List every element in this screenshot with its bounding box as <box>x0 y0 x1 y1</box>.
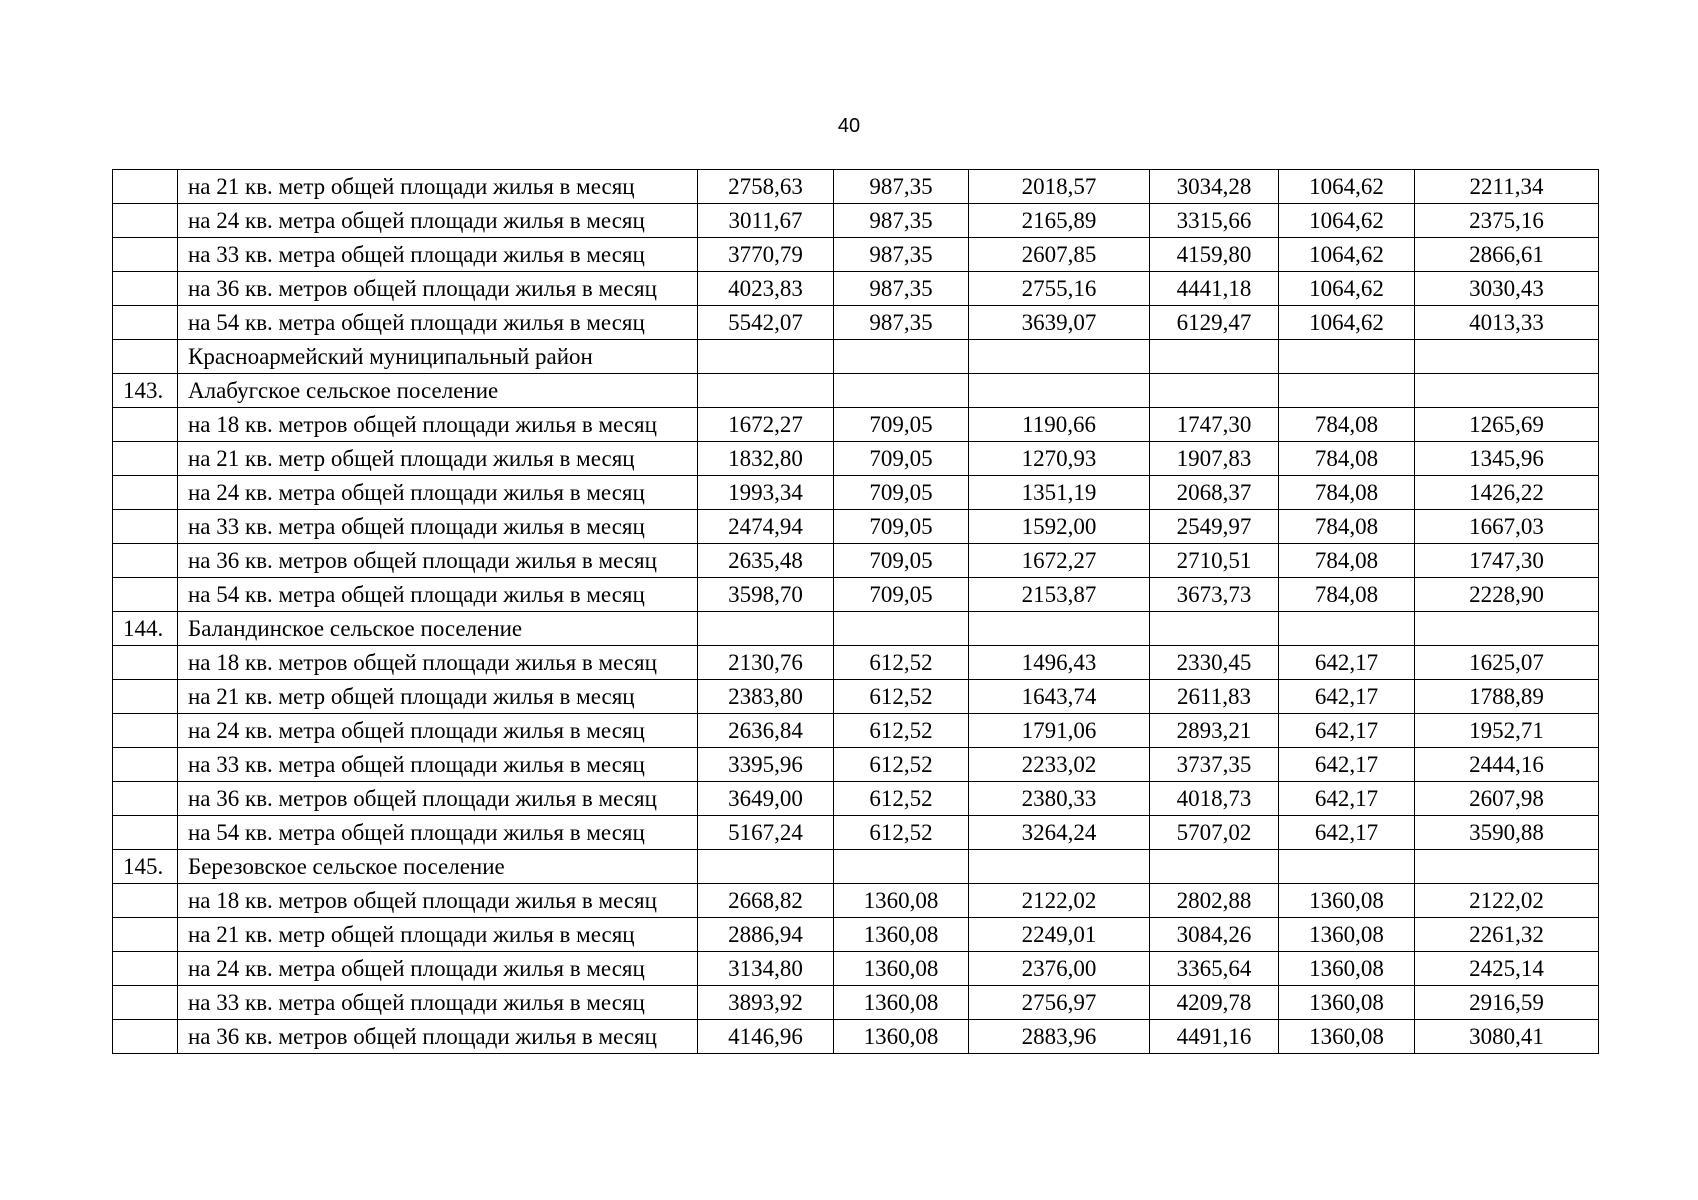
value-col-6-cell: 2375,16 <box>1415 204 1599 238</box>
table-row <box>113 680 1599 714</box>
value-col-4-cell: 1907,83 <box>1150 442 1279 476</box>
value-col-5-cell: 784,08 <box>1279 578 1415 612</box>
row-number-cell <box>113 476 178 510</box>
value-col-4-cell: 4209,78 <box>1150 986 1279 1020</box>
table-row <box>113 476 1599 510</box>
table-row <box>113 578 1599 612</box>
value-col-2-cell: 612,52 <box>834 646 969 680</box>
value-col-1-cell: 3770,79 <box>698 238 834 272</box>
value-col-6-cell: 3590,88 <box>1415 816 1599 850</box>
value-col-1-cell: 2474,94 <box>698 510 834 544</box>
row-number-cell <box>113 816 178 850</box>
value-col-4-cell: 3737,35 <box>1150 748 1279 782</box>
value-col-1-cell: 4023,83 <box>698 272 834 306</box>
value-col-1-cell: 5542,07 <box>698 306 834 340</box>
value-col-4-cell <box>1150 850 1279 884</box>
value-col-3-cell: 1791,06 <box>969 714 1150 748</box>
value-col-1-cell: 2886,94 <box>698 918 834 952</box>
value-col-5-cell <box>1279 340 1415 374</box>
value-col-2-cell: 709,05 <box>834 510 969 544</box>
row-name-cell: на 18 кв. метров общей площади жилья в месяц <box>178 884 698 918</box>
table-body <box>113 170 1599 1054</box>
value-col-2-cell: 1360,08 <box>834 952 969 986</box>
value-col-2-cell: 987,35 <box>834 272 969 306</box>
row-number-cell <box>113 204 178 238</box>
table-row <box>113 238 1599 272</box>
value-col-4-cell: 3673,73 <box>1150 578 1279 612</box>
value-col-2-cell: 709,05 <box>834 476 969 510</box>
value-col-4-cell: 3084,26 <box>1150 918 1279 952</box>
value-col-3-cell: 2018,57 <box>969 170 1150 204</box>
value-col-4-cell: 2068,37 <box>1150 476 1279 510</box>
row-name-cell: на 54 кв. метра общей площади жилья в месяц <box>178 816 698 850</box>
value-col-5-cell: 642,17 <box>1279 748 1415 782</box>
value-col-1-cell: 3395,96 <box>698 748 834 782</box>
row-name-cell: на 54 кв. метра общей площади жилья в месяц <box>178 306 698 340</box>
value-col-2-cell: 987,35 <box>834 306 969 340</box>
value-col-5-cell: 1360,08 <box>1279 1020 1415 1054</box>
row-number-cell <box>113 510 178 544</box>
value-col-3-cell: 2122,02 <box>969 884 1150 918</box>
value-col-2-cell <box>834 340 969 374</box>
value-col-3-cell <box>969 374 1150 408</box>
value-col-4-cell: 4441,18 <box>1150 272 1279 306</box>
value-col-3-cell: 2249,01 <box>969 918 1150 952</box>
value-col-4-cell: 5707,02 <box>1150 816 1279 850</box>
table-row <box>113 544 1599 578</box>
value-col-3-cell: 3264,24 <box>969 816 1150 850</box>
row-name-cell: на 24 кв. метра общей площади жилья в месяц <box>178 204 698 238</box>
value-col-6-cell: 4013,33 <box>1415 306 1599 340</box>
value-col-4-cell: 2802,88 <box>1150 884 1279 918</box>
value-col-3-cell <box>969 340 1150 374</box>
value-col-1-cell: 1993,34 <box>698 476 834 510</box>
row-number-cell <box>113 238 178 272</box>
value-col-4-cell: 4491,16 <box>1150 1020 1279 1054</box>
row-number-cell <box>113 884 178 918</box>
table-row <box>113 408 1599 442</box>
value-col-4-cell: 2549,97 <box>1150 510 1279 544</box>
table-row <box>113 986 1599 1020</box>
value-col-4-cell: 2330,45 <box>1150 646 1279 680</box>
value-col-1-cell <box>698 612 834 646</box>
table-row <box>113 714 1599 748</box>
value-col-1-cell: 3134,80 <box>698 952 834 986</box>
value-col-3-cell: 2755,16 <box>969 272 1150 306</box>
value-col-1-cell: 2130,76 <box>698 646 834 680</box>
table-row <box>113 918 1599 952</box>
value-col-1-cell <box>698 374 834 408</box>
value-col-5-cell: 1360,08 <box>1279 986 1415 1020</box>
value-col-6-cell: 1625,07 <box>1415 646 1599 680</box>
value-col-5-cell <box>1279 374 1415 408</box>
row-number-cell <box>113 272 178 306</box>
value-col-1-cell: 4146,96 <box>698 1020 834 1054</box>
value-col-2-cell: 709,05 <box>834 544 969 578</box>
table-row <box>113 204 1599 238</box>
row-name-cell: Березовское сельское поселение <box>178 850 698 884</box>
value-col-6-cell: 2228,90 <box>1415 578 1599 612</box>
row-number-cell <box>113 442 178 476</box>
value-col-2-cell: 987,35 <box>834 238 969 272</box>
value-col-3-cell: 1672,27 <box>969 544 1150 578</box>
row-number-cell <box>113 1020 178 1054</box>
value-col-4-cell: 3034,28 <box>1150 170 1279 204</box>
value-col-1-cell: 2636,84 <box>698 714 834 748</box>
row-name-cell: на 36 кв. метров общей площади жилья в месяц <box>178 544 698 578</box>
value-col-3-cell: 2607,85 <box>969 238 1150 272</box>
row-name-cell: на 18 кв. метров общей площади жилья в месяц <box>178 646 698 680</box>
value-col-1-cell: 1832,80 <box>698 442 834 476</box>
value-col-6-cell: 3080,41 <box>1415 1020 1599 1054</box>
value-col-6-cell: 1345,96 <box>1415 442 1599 476</box>
table-row <box>113 272 1599 306</box>
row-name-cell: на 24 кв. метра общей площади жилья в месяц <box>178 714 698 748</box>
row-name-cell: на 36 кв. метров общей площади жилья в месяц <box>178 782 698 816</box>
value-col-6-cell: 2122,02 <box>1415 884 1599 918</box>
row-number-cell <box>113 986 178 1020</box>
row-name-cell: на 18 кв. метров общей площади жилья в месяц <box>178 408 698 442</box>
value-col-3-cell: 3639,07 <box>969 306 1150 340</box>
tariff-table <box>112 169 1599 1054</box>
value-col-3-cell: 2376,00 <box>969 952 1150 986</box>
row-name-cell: на 33 кв. метра общей площади жилья в месяц <box>178 238 698 272</box>
value-col-3-cell: 1270,93 <box>969 442 1150 476</box>
value-col-6-cell: 1667,03 <box>1415 510 1599 544</box>
value-col-5-cell: 642,17 <box>1279 680 1415 714</box>
value-col-6-cell: 2261,32 <box>1415 918 1599 952</box>
value-col-6-cell <box>1415 612 1599 646</box>
value-col-4-cell: 2893,21 <box>1150 714 1279 748</box>
value-col-1-cell: 3893,92 <box>698 986 834 1020</box>
value-col-1-cell: 2758,63 <box>698 170 834 204</box>
value-col-2-cell: 612,52 <box>834 816 969 850</box>
value-col-4-cell: 6129,47 <box>1150 306 1279 340</box>
table-row <box>113 374 1599 408</box>
row-name-cell: на 24 кв. метра общей площади жилья в месяц <box>178 952 698 986</box>
value-col-2-cell: 709,05 <box>834 408 969 442</box>
value-col-4-cell <box>1150 612 1279 646</box>
row-name-cell: Красноармейский муниципальный район <box>178 340 698 374</box>
value-col-4-cell: 2710,51 <box>1150 544 1279 578</box>
value-col-4-cell: 1747,30 <box>1150 408 1279 442</box>
table-row <box>113 1020 1599 1054</box>
table-row <box>113 952 1599 986</box>
table-row <box>113 442 1599 476</box>
value-col-1-cell: 3649,00 <box>698 782 834 816</box>
value-col-5-cell: 1064,62 <box>1279 204 1415 238</box>
value-col-5-cell: 784,08 <box>1279 476 1415 510</box>
value-col-6-cell: 1952,71 <box>1415 714 1599 748</box>
value-col-4-cell: 4018,73 <box>1150 782 1279 816</box>
value-col-5-cell: 1360,08 <box>1279 952 1415 986</box>
value-col-6-cell: 1426,22 <box>1415 476 1599 510</box>
row-number-cell <box>113 340 178 374</box>
row-number-cell <box>113 918 178 952</box>
value-col-2-cell: 1360,08 <box>834 884 969 918</box>
value-col-2-cell: 987,35 <box>834 170 969 204</box>
value-col-5-cell: 642,17 <box>1279 714 1415 748</box>
value-col-6-cell <box>1415 340 1599 374</box>
value-col-6-cell: 1747,30 <box>1415 544 1599 578</box>
value-col-2-cell: 1360,08 <box>834 986 969 1020</box>
value-col-5-cell <box>1279 612 1415 646</box>
table-row <box>113 510 1599 544</box>
value-col-6-cell: 1788,89 <box>1415 680 1599 714</box>
value-col-5-cell: 1064,62 <box>1279 272 1415 306</box>
value-col-2-cell <box>834 374 969 408</box>
value-col-1-cell: 3011,67 <box>698 204 834 238</box>
value-col-5-cell: 1064,62 <box>1279 306 1415 340</box>
row-number-cell <box>113 306 178 340</box>
page-number: 40 <box>837 115 861 137</box>
value-col-5-cell: 1360,08 <box>1279 918 1415 952</box>
row-name-cell: на 21 кв. метр общей площади жилья в месяц <box>178 680 698 714</box>
value-col-4-cell: 4159,80 <box>1150 238 1279 272</box>
value-col-4-cell: 2611,83 <box>1150 680 1279 714</box>
row-number-cell <box>113 714 178 748</box>
value-col-1-cell: 3598,70 <box>698 578 834 612</box>
table-row <box>113 850 1599 884</box>
value-col-6-cell: 2866,61 <box>1415 238 1599 272</box>
value-col-5-cell: 784,08 <box>1279 442 1415 476</box>
value-col-5-cell: 642,17 <box>1279 816 1415 850</box>
value-col-1-cell: 1672,27 <box>698 408 834 442</box>
value-col-3-cell: 1351,19 <box>969 476 1150 510</box>
row-number-cell <box>113 578 178 612</box>
value-col-3-cell: 2153,87 <box>969 578 1150 612</box>
value-col-2-cell: 1360,08 <box>834 918 969 952</box>
row-number-cell <box>113 408 178 442</box>
table-row <box>113 816 1599 850</box>
value-col-4-cell <box>1150 340 1279 374</box>
row-number-cell <box>113 544 178 578</box>
row-number-cell <box>113 170 178 204</box>
value-col-5-cell <box>1279 850 1415 884</box>
value-col-2-cell: 1360,08 <box>834 1020 969 1054</box>
value-col-2-cell: 709,05 <box>834 578 969 612</box>
row-number-cell <box>113 952 178 986</box>
value-col-2-cell: 612,52 <box>834 714 969 748</box>
table-row <box>113 884 1599 918</box>
row-number-cell: 144. <box>113 612 178 646</box>
row-name-cell: на 21 кв. метр общей площади жилья в месяц <box>178 442 698 476</box>
value-col-3-cell: 1592,00 <box>969 510 1150 544</box>
row-name-cell: на 24 кв. метра общей площади жилья в месяц <box>178 476 698 510</box>
value-col-3-cell: 1496,43 <box>969 646 1150 680</box>
value-col-3-cell <box>969 612 1150 646</box>
value-col-2-cell: 612,52 <box>834 782 969 816</box>
value-col-1-cell: 2383,80 <box>698 680 834 714</box>
value-col-1-cell: 2668,82 <box>698 884 834 918</box>
row-name-cell: на 33 кв. метра общей площади жилья в месяц <box>178 510 698 544</box>
value-col-5-cell: 1360,08 <box>1279 884 1415 918</box>
row-name-cell: на 54 кв. метра общей площади жилья в месяц <box>178 578 698 612</box>
value-col-3-cell: 2165,89 <box>969 204 1150 238</box>
table-row <box>113 306 1599 340</box>
value-col-6-cell <box>1415 850 1599 884</box>
value-col-2-cell <box>834 612 969 646</box>
value-col-1-cell <box>698 340 834 374</box>
table-row <box>113 748 1599 782</box>
value-col-3-cell: 1643,74 <box>969 680 1150 714</box>
value-col-6-cell: 3030,43 <box>1415 272 1599 306</box>
value-col-6-cell: 2211,34 <box>1415 170 1599 204</box>
row-name-cell: на 33 кв. метра общей площади жилья в месяц <box>178 986 698 1020</box>
table-row <box>113 170 1599 204</box>
value-col-2-cell: 612,52 <box>834 680 969 714</box>
value-col-1-cell: 2635,48 <box>698 544 834 578</box>
value-col-5-cell: 784,08 <box>1279 408 1415 442</box>
value-col-4-cell <box>1150 374 1279 408</box>
row-name-cell: Баландинское сельское поселение <box>178 612 698 646</box>
row-name-cell: на 33 кв. метра общей площади жилья в месяц <box>178 748 698 782</box>
row-number-cell <box>113 646 178 680</box>
value-col-5-cell: 642,17 <box>1279 782 1415 816</box>
value-col-3-cell: 2756,97 <box>969 986 1150 1020</box>
value-col-1-cell <box>698 850 834 884</box>
row-name-cell: на 36 кв. метров общей площади жилья в месяц <box>178 1020 698 1054</box>
value-col-3-cell: 2883,96 <box>969 1020 1150 1054</box>
row-number-cell: 143. <box>113 374 178 408</box>
value-col-2-cell: 709,05 <box>834 442 969 476</box>
value-col-3-cell: 2380,33 <box>969 782 1150 816</box>
value-col-6-cell: 2425,14 <box>1415 952 1599 986</box>
table-row <box>113 646 1599 680</box>
value-col-3-cell <box>969 850 1150 884</box>
value-col-6-cell: 2607,98 <box>1415 782 1599 816</box>
value-col-5-cell: 1064,62 <box>1279 238 1415 272</box>
value-col-2-cell: 987,35 <box>834 204 969 238</box>
row-name-cell: на 21 кв. метр общей площади жилья в месяц <box>178 170 698 204</box>
value-col-4-cell: 3315,66 <box>1150 204 1279 238</box>
value-col-3-cell: 2233,02 <box>969 748 1150 782</box>
row-number-cell <box>113 748 178 782</box>
value-col-5-cell: 784,08 <box>1279 510 1415 544</box>
value-col-6-cell <box>1415 374 1599 408</box>
row-name-cell: на 21 кв. метр общей площади жилья в месяц <box>178 918 698 952</box>
value-col-6-cell: 2444,16 <box>1415 748 1599 782</box>
value-col-2-cell <box>834 850 969 884</box>
table-row <box>113 612 1599 646</box>
value-col-6-cell: 2916,59 <box>1415 986 1599 1020</box>
row-name-cell: Алабугское сельское поселение <box>178 374 698 408</box>
row-number-cell <box>113 782 178 816</box>
value-col-2-cell: 612,52 <box>834 748 969 782</box>
table-row <box>113 782 1599 816</box>
value-col-5-cell: 1064,62 <box>1279 170 1415 204</box>
value-col-4-cell: 3365,64 <box>1150 952 1279 986</box>
value-col-3-cell: 1190,66 <box>969 408 1150 442</box>
row-number-cell <box>113 680 178 714</box>
value-col-5-cell: 642,17 <box>1279 646 1415 680</box>
value-col-5-cell: 784,08 <box>1279 544 1415 578</box>
row-number-cell: 145. <box>113 850 178 884</box>
value-col-6-cell: 1265,69 <box>1415 408 1599 442</box>
value-col-1-cell: 5167,24 <box>698 816 834 850</box>
table-row <box>113 340 1599 374</box>
row-name-cell: на 36 кв. метров общей площади жилья в месяц <box>178 272 698 306</box>
